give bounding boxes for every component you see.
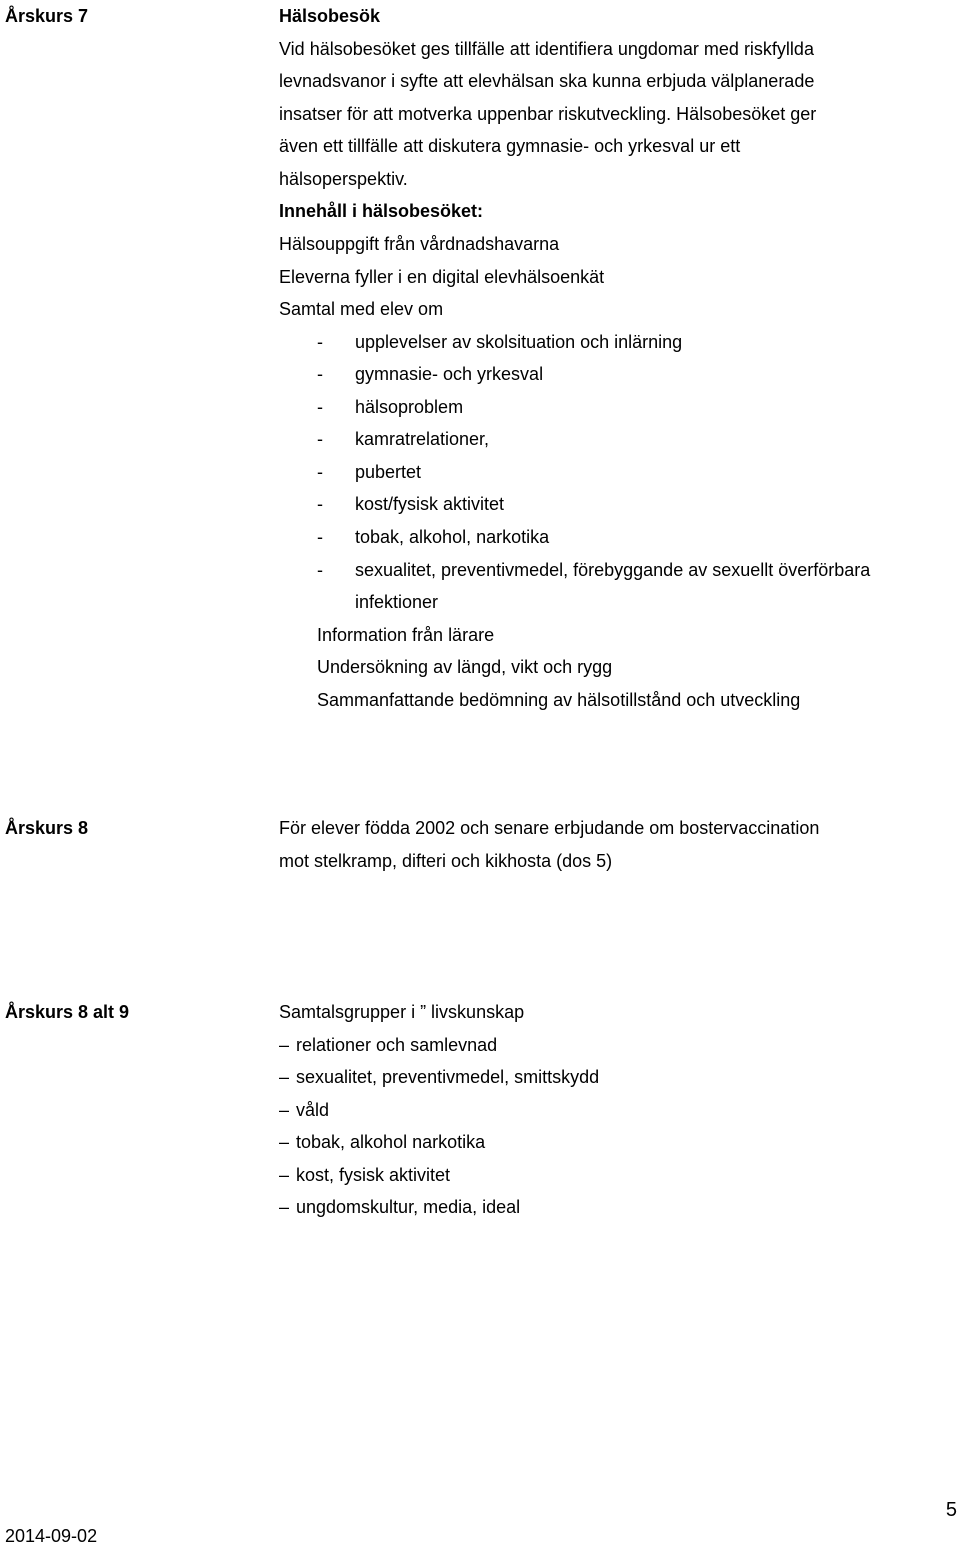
followup-item: Undersökning av längd, vikt och rygg bbox=[317, 657, 613, 678]
bullet-marker: - bbox=[317, 364, 323, 385]
list-item bbox=[317, 554, 875, 619]
dash-marker: – bbox=[279, 1132, 290, 1153]
contents-item: Hälsouppgift från vårdnadshavarna bbox=[279, 233, 560, 254]
list-item bbox=[317, 391, 875, 424]
followup-item: Information från lärare bbox=[317, 624, 495, 645]
topic-text: ungdomskultur, media, ideal bbox=[296, 1197, 521, 1218]
vaccination-text-line: För elever födda 2002 och senare erbjudande om bostervaccination bbox=[279, 818, 820, 838]
grade7-content bbox=[279, 0, 875, 716]
bullet-marker: - bbox=[317, 461, 323, 482]
topic-text: kost, fysisk aktivitet bbox=[296, 1164, 451, 1185]
topic-text: hälsoproblem bbox=[355, 396, 464, 417]
vaccination-text-line: mot stelkramp, difteri och kikhosta (dos 5) bbox=[279, 850, 613, 871]
page-date: 2014-09-02 bbox=[5, 1526, 98, 1546]
topic-text: tobak, alkohol narkotika bbox=[296, 1132, 486, 1153]
bullet-marker: - bbox=[317, 429, 323, 450]
list-item bbox=[317, 456, 875, 489]
topic-text: kamratrelationer, bbox=[355, 429, 490, 450]
dash-marker: – bbox=[279, 1197, 290, 1218]
list-item bbox=[317, 326, 875, 359]
list-item bbox=[279, 1094, 599, 1127]
intro-line: insatser för att motverka uppenbar riskutveckling. Hälsobesöket ger bbox=[279, 103, 817, 124]
list-item bbox=[317, 521, 875, 554]
topic-text: sexualitet, preventivmedel, förebyggande av sexuellt överförbara infektioner bbox=[355, 559, 871, 613]
intro-line: hälsoperspektiv. bbox=[279, 168, 408, 189]
bullet-marker: - bbox=[317, 559, 323, 580]
page-number: 5 bbox=[945, 1499, 957, 1521]
grade8or9-label: Årskurs 8 alt 9 bbox=[5, 1002, 130, 1022]
list-item bbox=[279, 1061, 599, 1094]
section-heading: Hälsobesök bbox=[279, 6, 381, 26]
dash-marker: – bbox=[279, 1067, 290, 1088]
list-item bbox=[279, 1191, 599, 1224]
grade8or9-content bbox=[279, 996, 599, 1224]
list-item bbox=[279, 1029, 599, 1062]
grade8-label: Årskurs 8 bbox=[5, 818, 89, 838]
followup-item: Sammanfattande bedömning av hälsotillstånd och utveckling bbox=[317, 689, 801, 710]
list-item bbox=[279, 1159, 599, 1192]
topic-text: sexualitet, preventivmedel, smittskydd bbox=[296, 1067, 600, 1088]
bullet-marker: - bbox=[317, 527, 323, 547]
topic-text: relationer och samlevnad bbox=[296, 1034, 498, 1055]
dash-marker: – bbox=[279, 1099, 290, 1120]
topic-text: tobak, alkohol, narkotika bbox=[355, 527, 550, 547]
topic-text: våld bbox=[296, 1099, 330, 1120]
list-item bbox=[279, 1126, 599, 1159]
topic-text: pubertet bbox=[355, 461, 422, 482]
bullet-marker: - bbox=[317, 331, 323, 352]
dash-marker: – bbox=[279, 1164, 290, 1185]
list-item bbox=[317, 423, 875, 456]
contents-item: Eleverna fyller i en digital elevhälsoenkät bbox=[279, 266, 605, 287]
conversation-topics-list bbox=[279, 326, 875, 619]
life-skills-topics-list bbox=[279, 1029, 599, 1224]
bullet-marker: - bbox=[317, 396, 323, 417]
grade7-label: Årskurs 7 bbox=[5, 6, 89, 26]
bullet-marker: - bbox=[317, 494, 323, 515]
topic-text: kost/fysisk aktivitet bbox=[355, 494, 505, 515]
list-item bbox=[317, 488, 875, 521]
dash-marker: – bbox=[279, 1034, 290, 1055]
intro-line: levnadsvanor i syfte att elevhälsan ska kunna erbjuda välplanerade bbox=[279, 71, 815, 92]
intro-line: Vid hälsobesöket ges tillfälle att identifiera ungdomar med riskfyllda bbox=[279, 38, 814, 59]
contents-item: Samtal med elev om bbox=[279, 299, 444, 320]
grade8-content bbox=[279, 812, 819, 877]
intro-line: även ett tillfälle att diskutera gymnasie- och yrkesval ur ett bbox=[279, 136, 741, 157]
group-heading: Samtalsgrupper i ” livskunskap bbox=[279, 1002, 525, 1022]
topic-text: upplevelser av skolsituation och inlärning bbox=[355, 331, 683, 352]
intro-paragraph bbox=[279, 33, 875, 196]
topic-text: gymnasie- och yrkesval bbox=[355, 364, 544, 385]
list-item bbox=[317, 358, 875, 391]
contents-heading: Innehåll i hälsobesöket: bbox=[279, 201, 484, 222]
